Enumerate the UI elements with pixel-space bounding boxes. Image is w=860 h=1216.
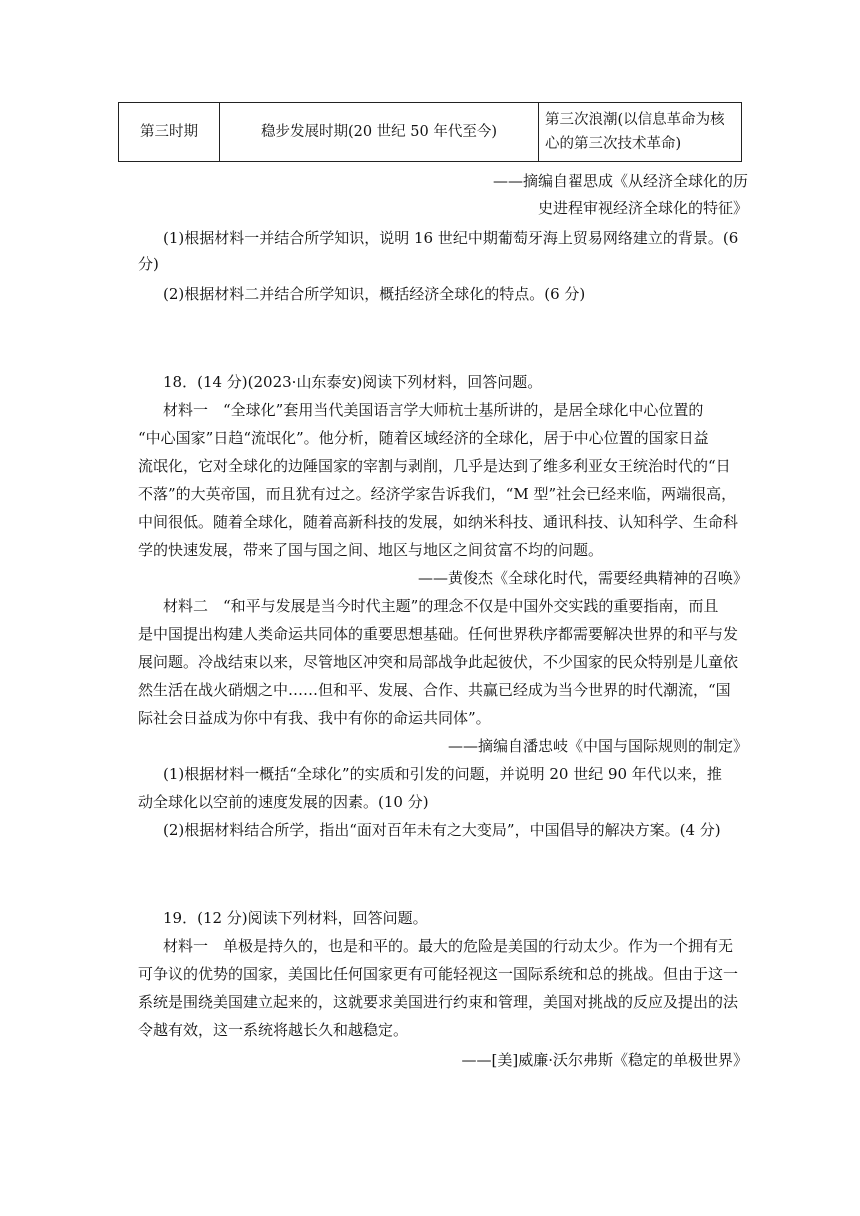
q18-m2-line: 展问题。冷战结束以来，尽管地区冲突和局部战争此起彼伏，不少国家的民众特别是儿童依 [138,653,739,671]
q18-m1-line: 材料一 “全球化”套用当代美国语言学大师杭士基所讲的，是居全球化中心位置的 [163,401,704,419]
q18-m2-line: 是中国提出构建人类命运共同体的重要思想基础。任何世界秩序都需要解决世界的和平与发 [138,625,739,643]
q19-m1-source: ——[美]威廉·沃尔弗斯《稳定的单极世界》 [461,1051,748,1069]
q17-source-line1: ——摘编自翟思成《从经济全球化的历 [492,172,748,190]
q18-m1-source: ——黄俊杰《全球化时代，需要经典精神的召唤》 [417,569,748,587]
q17-subquestion-1: (1)根据材料一并结合所学知识，说明 16 世纪中期葡萄牙海上贸易网络建立的背景。(6 [163,229,739,247]
period-cell: 第三时期 [119,103,220,162]
q19-m1-line: 系统是围绕美国建立起来的，这就要求美国进行约束和管理，美国对挑战的反应及提出的法 [138,993,739,1011]
q18-m2-source: ——摘编自潘忠岐《中国与国际规则的制定》 [447,737,748,755]
table-row [119,103,742,162]
q19-m1-line: 令越有效，这一系统将越长久和越稳定。 [138,1021,409,1039]
q18-subquestion-1-cont: 动全球化以空前的速度发展的因素。(10 分) [138,793,429,811]
period-table [118,102,742,162]
q18-m2-line: 际社会日益成为你中有我、我中有你的命运共同体”。 [138,709,491,727]
stage-cell: 稳步发展时期(20 世纪 50 年代至今) [220,103,539,162]
q19-m1-line: 可争议的优势的国家，美国比任何国家更有可能轻视这一国际系统和总的挑战。但由于这一 [138,965,739,983]
q19-m1-line: 材料一 单极是持久的，也是和平的。最大的危险是美国的行动太少。作为一个拥有无 [163,937,734,955]
q18-heading: 18．(14 分)(2023·山东泰安)阅读下列材料，回答问题。 [163,373,543,391]
q18-subquestion-2: (2)根据材料结合所学，指出“面对百年未有之大变局”，中国倡导的解决方案。(4 分) [163,821,721,839]
q19-heading: 19．(12 分)阅读下列材料，回答问题。 [163,909,428,927]
q18-m1-line: 学的快速发展，带来了国与国之间、地区与地区之间贫富不均的问题。 [138,541,604,559]
q17-source-line2: 史进程审视经济全球化的特征》 [537,199,748,217]
q18-m1-line: “中心国家”日趋“流氓化”。他分析，随着区域经济的全球化，居于中心位置的国家日益 [138,429,709,447]
wave-cell: 第三次浪潮(以信息革命为核心的第三次技术革命) [539,103,742,162]
q18-m2-line: 然生活在战火硝烟之中……但和平、发展、合作、共赢已经成为当今世界的时代潮流，“国 [138,681,731,699]
q17-subquestion-1-cont: 分) [138,255,159,273]
q18-m1-line: 中间很低。随着全球化，随着高新科技的发展，如纳米科技、通讯科技、认知科学、生命科 [138,513,739,531]
q18-m1-line: 流氓化，它对全球化的边陲国家的宰割与剥削，几乎是达到了维多利亚女王统治时代的“日 [138,457,731,475]
q17-subquestion-2: (2)根据材料二并结合所学知识，概括经济全球化的特点。(6 分) [163,285,586,303]
q18-m1-line: 不落”的大英帝国，而且犹有过之。经济学家告诉我们，“M 型”社会已经来临，两端很高， [138,485,737,503]
q18-m2-line: 材料二 “和平与发展是当今时代主题”的理念不仅是中国外交实践的重要指南，而且 [163,597,719,615]
q18-subquestion-1: (1)根据材料一概括“全球化”的实质和引发的问题，并说明 20 世纪 90 年代以来，推 [163,765,722,783]
